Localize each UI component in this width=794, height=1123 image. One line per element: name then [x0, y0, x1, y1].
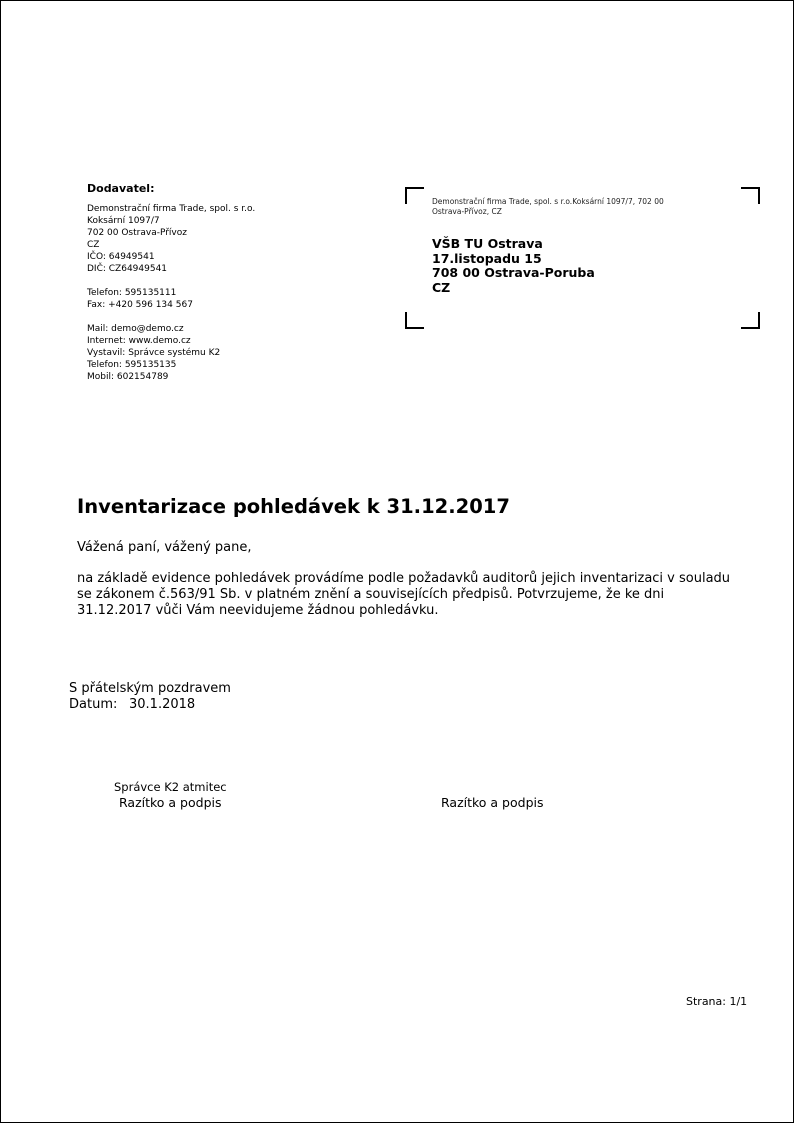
supplier-phone: Telefon: 595135111: [87, 288, 177, 298]
date-row: [69, 697, 231, 713]
supplier-mail: Mail: demo@demo.cz: [87, 324, 184, 334]
supplier-ico: IČO: 64949541: [87, 252, 155, 262]
date-label: Datum:: [69, 697, 118, 712]
closing-block: [69, 681, 231, 713]
sender-line-2: Ostrava-Přívoz, CZ: [432, 207, 502, 216]
signature-label-right: Razítko a podpis: [441, 795, 544, 810]
document-title: Inventarizace pohledávek k 31.12.2017: [77, 495, 510, 518]
supplier-fax: Fax: +420 596 134 567: [87, 300, 193, 310]
supplier-country: CZ: [87, 240, 100, 250]
supplier-issued-by: Vystavil: Správce systému K2: [87, 348, 221, 358]
address-window-corner-top-left: [405, 187, 424, 204]
spacer: [87, 311, 255, 323]
recipient-country: CZ: [432, 279, 451, 295]
address-window-corner-bottom-left: [405, 312, 424, 329]
supplier-dic: DIČ: CZ64949541: [87, 264, 168, 274]
recipient-address: [432, 237, 595, 295]
supplier-details: [87, 203, 255, 383]
address-window-corner-bottom-right: [741, 312, 760, 329]
recipient-name: VŠB TU Ostrava: [432, 236, 543, 251]
salutation: Vážená paní, vážený pane,: [77, 540, 252, 555]
supplier-mobile: Mobil: 602154789: [87, 372, 169, 382]
address-window-corner-top-right: [741, 187, 760, 204]
page-number: Strana: 1/1: [686, 995, 748, 1008]
body-line-1: na základě evidence pohledávek provádíme podle požadavků auditorů jejich inventarizaci v souladu: [77, 571, 731, 586]
spacer: [87, 275, 255, 287]
letter-body: [77, 571, 730, 619]
sender-line-1: Demonstrační firma Trade, spol. s r.o.Koksární 1097/7, 702 00: [432, 197, 664, 206]
date-value: 30.1.2018: [129, 697, 196, 712]
sender-return-address: [432, 197, 664, 217]
supplier-name: Demonstrační firma Trade, spol. s r.o.: [87, 204, 256, 214]
body-line-2: se zákonem č.563/91 Sb. v platném znění a souvisejících předpisů. Potvrzujeme, že ke dni: [77, 587, 665, 602]
supplier-issuer-phone: Telefon: 595135135: [87, 360, 177, 370]
supplier-city: 702 00 Ostrava-Přívoz: [87, 228, 187, 238]
supplier-internet: Internet: www.demo.cz: [87, 336, 191, 346]
recipient-street: 17.listopadu 15: [432, 250, 542, 266]
closing-greeting: S přátelským pozdravem: [69, 681, 231, 696]
signature-label-left: Razítko a podpis: [119, 795, 222, 810]
body-line-3: 31.12.2017 vůči Vám neevidujeme žádnou pohledávku.: [77, 603, 439, 618]
supplier-heading: Dodavatel:: [87, 182, 155, 195]
signer-name: Správce K2 atmitec: [114, 780, 227, 794]
recipient-city: 708 00 Ostrava-Poruba: [432, 265, 595, 280]
supplier-street: Koksární 1097/7: [87, 216, 160, 226]
